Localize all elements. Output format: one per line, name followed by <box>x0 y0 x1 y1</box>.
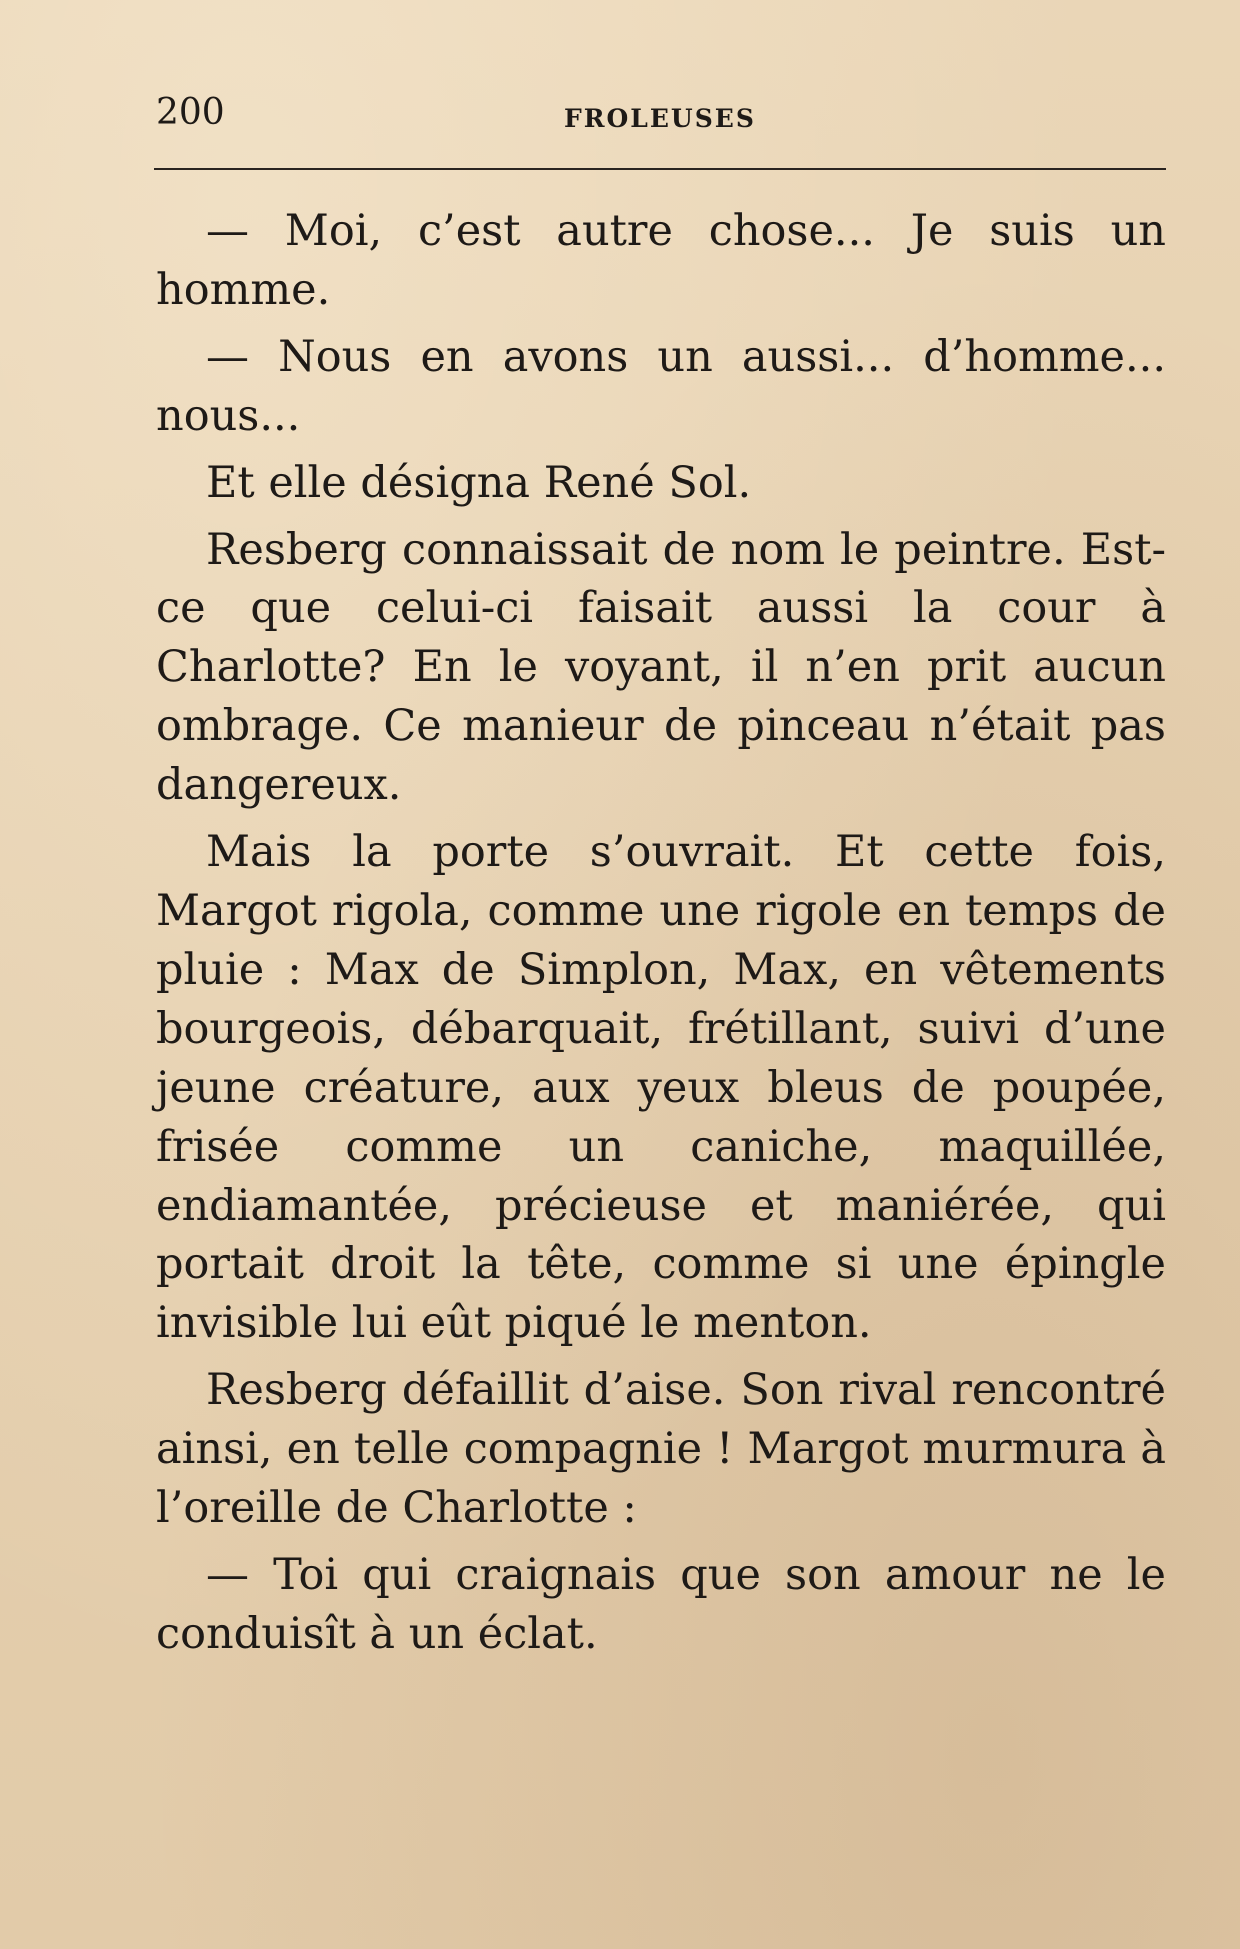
text-body <box>156 202 1166 1672</box>
paragraph: Mais la porte s’ouvrait. Et cette fois, Margot rigola, comme une rigole en temps de pluie : Max de Simplon, Max, en vêtements bourgeois, débarquait, frétillant, suivi d’une jeune créature, aux yeux bleus de poupée, frisée comme un caniche, maquillée, endiamantée, précieuse et maniérée, qui portait droit la tête, comme si une épingle invisible lui eût piqué le menton. <box>156 827 1166 1349</box>
paragraph: — Nous en avons un aussi... d’homme... nous... <box>156 331 1166 441</box>
paragraph: — Moi, c’est autre chose... Je suis un homme. <box>156 206 1166 315</box>
page-number: 200 <box>156 92 225 133</box>
paragraph: Resberg connaissait de nom le peintre. Est-ce que celui-ci faisait aussi la cour à Charlotte? En le voyant, il n’en prit aucun ombrage. Ce manieur de pinceau n’était pas dangereux. <box>156 524 1166 811</box>
page-header <box>156 92 1166 142</box>
paragraph: Et elle désigna René Sol. <box>206 457 752 508</box>
paragraph: — Toi qui craignais que son amour ne le conduisît à un éclat. <box>156 1549 1166 1659</box>
paragraph: Resberg défaillit d’aise. Son rival rencontré ainsi, en telle compagnie ! Margot murmura à l’oreille de Charlotte : <box>156 1365 1166 1534</box>
running-title: FROLEUSES <box>564 104 756 133</box>
header-rule <box>154 168 1166 170</box>
